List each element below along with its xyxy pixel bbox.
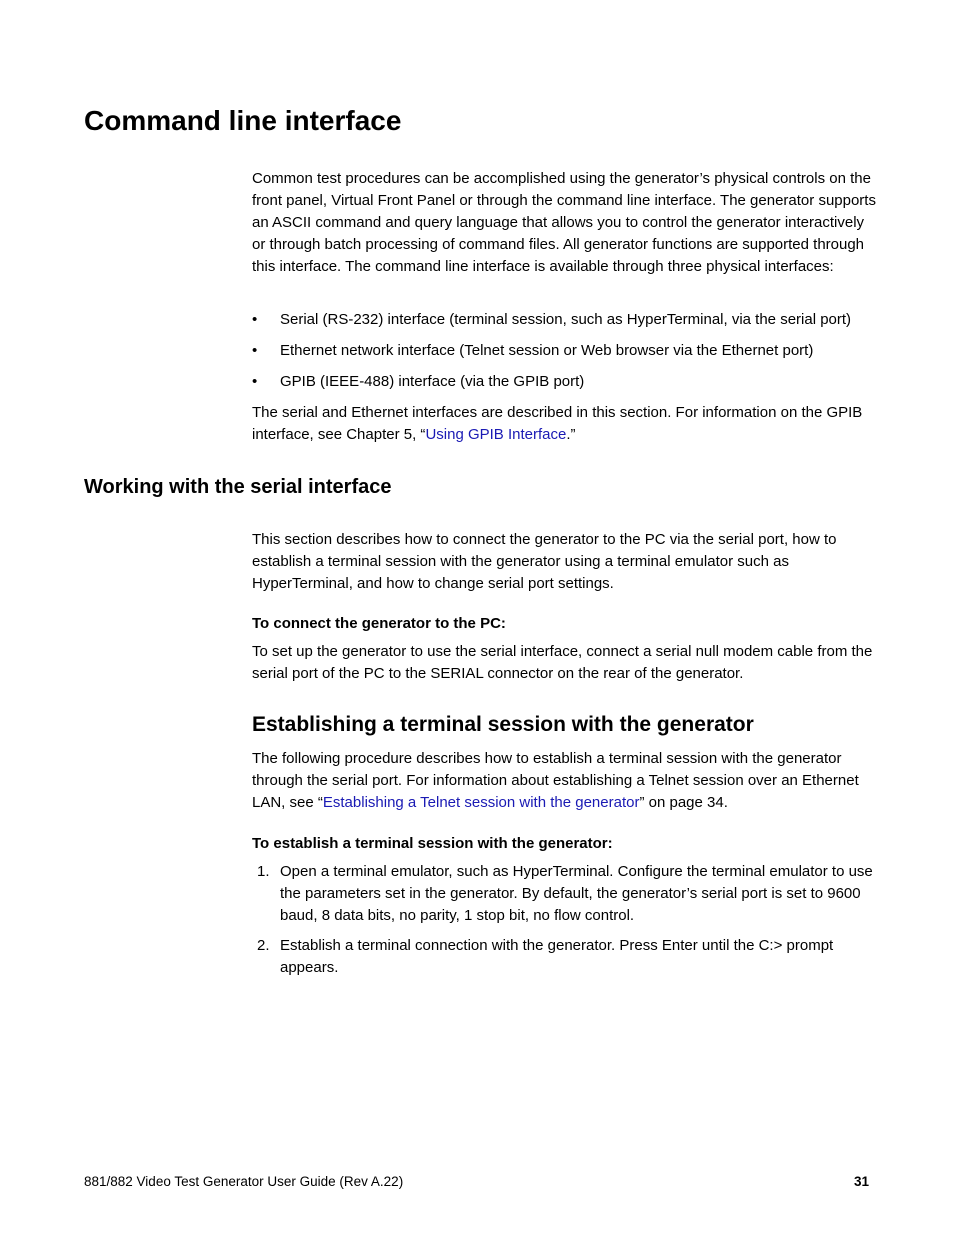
bullet-text: Serial (RS-232) interface (terminal session, such as HyperTerminal, via the serial port) <box>280 311 852 328</box>
footer-title: 881/882 Video Test Generator User Guide (Rev A.22) <box>84 1174 404 1189</box>
step-number: 2. <box>257 937 270 954</box>
closing-text-pre: The serial and Ethernet interfaces are described in this section. For information on the GPIB interface, see Chapter 5, “ <box>252 404 863 443</box>
intro-paragraph: Common test procedures can be accomplished using the generator’s physical controls on the front panel, Virtual Front Panel or through the command line interface. The generator supports an ASCII command and query language that allows you to control the generator interactively or through batch processing of command files. All generator functions are supported through this interface. The command line interface is available through three physical interfaces: <box>252 170 876 275</box>
list-item <box>252 861 877 927</box>
bullet-mark: • <box>252 373 258 390</box>
terminal-paragraph <box>252 748 877 814</box>
page-title: Command line interface <box>84 105 402 136</box>
intro-closing-paragraph <box>252 402 877 446</box>
step-text: Open a terminal emulator, such as HyperTerminal. Configure the terminal emulator to use the parameters set in the generator. By default, the generator’s serial port is set to 9600 baud, 8 data bits, no parity, 1 stop bit, no flow control. <box>280 863 873 924</box>
list-item <box>252 935 877 979</box>
terminal-section-heading: Establishing a terminal session with the generator <box>252 713 754 736</box>
terminal-text-post: ” on page 34. <box>639 794 728 811</box>
step-text: Establish a terminal connection with the generator. Press Enter until the C:> prompt appears. <box>280 937 834 976</box>
connect-procedure-label: To connect the generator to the PC: <box>252 615 506 632</box>
bullet-mark: • <box>252 342 258 359</box>
closing-text-post: .” <box>566 426 576 443</box>
connect-procedure-text: To set up the generator to use the serial interface, connect a serial null modem cable from the serial port of the PC to the SERIAL connector on the rear of the generator. <box>252 643 873 682</box>
establish-procedure-label: To establish a terminal session with the generator: <box>252 835 613 852</box>
serial-paragraph: This section describes how to connect the generator to the PC via the serial port, how to establish a terminal session with the generator using a terminal emulator such as HyperTerminal, and how to change serial port settings. <box>252 531 837 592</box>
bullet-text: Ethernet network interface (Telnet session or Web browser via the Ethernet port) <box>280 342 814 359</box>
bullet-mark: • <box>252 311 258 328</box>
telnet-session-link[interactable]: Establishing a Telnet session with the generator <box>322 794 640 811</box>
terminal-text-pre: The following procedure describes how to establish a terminal session with the generator through the serial port. For information about establishing a Telnet session over an Ethernet LAN, see “ <box>252 750 859 811</box>
step-number: 1. <box>257 863 270 880</box>
page-number: 31 <box>853 1174 869 1189</box>
bullet-text: GPIB (IEEE-488) interface (via the GPIB port) <box>280 373 585 390</box>
gpib-interface-link[interactable]: Using GPIB Interface <box>425 426 567 443</box>
serial-section-heading: Working with the serial interface <box>84 476 392 498</box>
